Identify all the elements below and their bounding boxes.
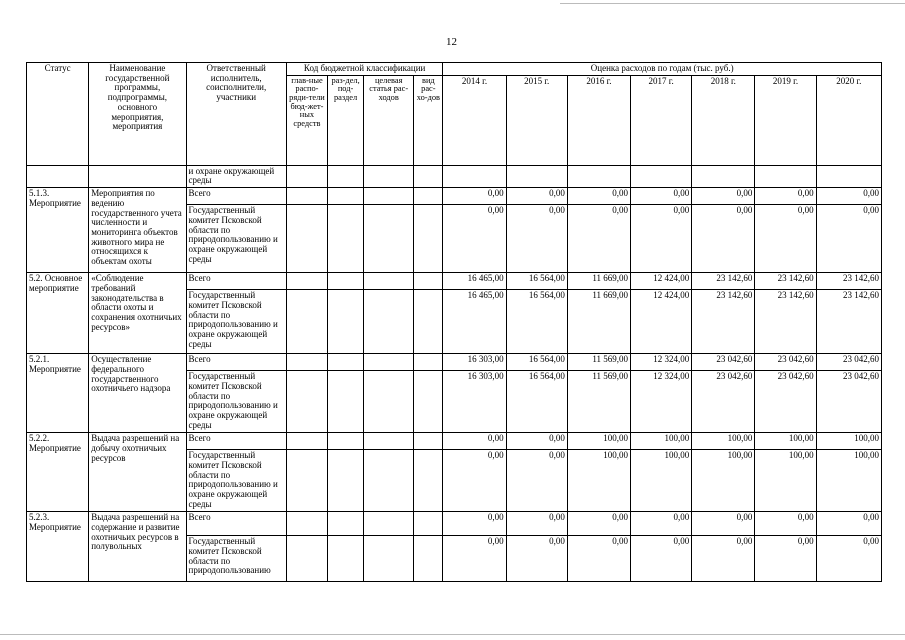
value-cell: 23 042,60 (692, 354, 755, 371)
header-kbk: Код бюджетной классификации (286, 63, 443, 76)
value-cell: 0,00 (443, 433, 506, 450)
kbk-cell (328, 371, 364, 433)
value-cell: 0,00 (443, 450, 506, 512)
kbk-cell (286, 433, 327, 450)
kbk-cell (414, 371, 443, 433)
value-cell: 0,00 (692, 188, 755, 205)
header-kbk-target: целевая статья рас-ходов (364, 75, 414, 165)
value-cell: 100,00 (631, 450, 692, 512)
value-cell: 0,00 (567, 536, 630, 582)
header-year: 2019 г. (755, 75, 816, 165)
value-cell: 11 569,00 (567, 354, 630, 371)
value-cell: 0,00 (816, 205, 881, 273)
kbk-cell (364, 188, 414, 205)
value-cell: 0,00 (567, 188, 630, 205)
value-cell: 100,00 (755, 433, 816, 450)
executor-cell: Государственный комитет Псковской области по природопользованию и охране окружающей среды (186, 371, 286, 433)
value-cell: 0,00 (443, 188, 506, 205)
value-cell: 0,00 (506, 433, 567, 450)
value-cell: 12 324,00 (631, 371, 692, 433)
value-cell: 16 564,00 (506, 354, 567, 371)
value-cell: 100,00 (692, 433, 755, 450)
value-cell: 11 669,00 (567, 290, 630, 354)
kbk-cell (364, 290, 414, 354)
kbk-cell (414, 450, 443, 512)
name-cell: Выдача разрешений на добычу охотничьих ресурсов (89, 433, 186, 512)
kbk-cell (328, 205, 364, 273)
executor-cell: Всего (186, 273, 286, 290)
header-row (27, 63, 882, 76)
value-cell: 0,00 (506, 205, 567, 273)
table-row-total (27, 433, 882, 450)
kbk-cell (364, 354, 414, 371)
kbk-cell (328, 354, 364, 371)
name-cell: Осуществление федерального государственного охотничьего надзора (89, 354, 186, 433)
value-cell: 23 142,60 (816, 290, 881, 354)
value-cell: 23 142,60 (692, 273, 755, 290)
value-cell: 0,00 (631, 188, 692, 205)
kbk-cell (328, 512, 364, 536)
value-cell: 0,00 (755, 205, 816, 273)
value-cell: 16 303,00 (443, 354, 506, 371)
value-cell: 23 042,60 (816, 354, 881, 371)
kbk-cell (364, 371, 414, 433)
header-status: Статус (27, 63, 89, 166)
value-cell: 0,00 (567, 512, 630, 536)
kbk-cell (414, 290, 443, 354)
table-row-total (27, 273, 882, 290)
value-cell: 100,00 (755, 450, 816, 512)
table-row-total (27, 354, 882, 371)
kbk-cell (414, 536, 443, 582)
name-cell: Выдача разрешений на содержание и развитие охотничьих ресурсов в полувольных (89, 512, 186, 582)
value-cell: 16 564,00 (506, 371, 567, 433)
kbk-cell (328, 273, 364, 290)
kbk-cell (414, 273, 443, 290)
value-cell: 0,00 (567, 205, 630, 273)
value-cell: 100,00 (631, 433, 692, 450)
status-cell: 5.2.1. Мероприятие (27, 354, 89, 433)
value-cell: 0,00 (506, 188, 567, 205)
value-cell: 0,00 (631, 536, 692, 582)
value-cell: 16 465,00 (443, 290, 506, 354)
value-cell: 0,00 (506, 450, 567, 512)
value-cell: 100,00 (816, 450, 881, 512)
value-cell: 0,00 (816, 512, 881, 536)
header-year: 2020 г. (816, 75, 881, 165)
kbk-cell (286, 536, 327, 582)
header-kbk-section: раз-дел, под-раздел (328, 75, 364, 165)
value-cell: 23 142,60 (755, 290, 816, 354)
executor-cell: Государственный комитет Псковской области по природопользованию и охране окружающей среды (186, 205, 286, 273)
kbk-cell (286, 354, 327, 371)
header-executor: Ответственный исполнитель, соисполнители, участники (186, 63, 286, 166)
executor-cell: Всего (186, 188, 286, 205)
value-cell: 23 142,60 (692, 290, 755, 354)
value-cell: 0,00 (692, 205, 755, 273)
value-cell: 16 465,00 (443, 273, 506, 290)
kbk-cell (364, 273, 414, 290)
value-cell: 23 142,60 (816, 273, 881, 290)
value-cell: 0,00 (692, 536, 755, 582)
status-cell: 5.2. Основное мероприятие (27, 273, 89, 354)
value-cell: 0,00 (755, 188, 816, 205)
value-cell: 0,00 (631, 205, 692, 273)
executor-cell: Всего (186, 512, 286, 536)
kbk-cell (328, 433, 364, 450)
header-year: 2014 г. (443, 75, 506, 165)
kbk-cell (364, 205, 414, 273)
value-cell: 0,00 (816, 536, 881, 582)
budget-table (26, 62, 882, 582)
kbk-cell (286, 205, 327, 273)
value-cell: 0,00 (443, 205, 506, 273)
value-cell: 23 042,60 (692, 371, 755, 433)
kbk-cell (328, 290, 364, 354)
kbk-cell (286, 371, 327, 433)
executor-cell: Всего (186, 354, 286, 371)
table-row-total (27, 512, 882, 536)
value-cell: 12 324,00 (631, 354, 692, 371)
continuation-text: и охране окружающей среды (186, 165, 286, 187)
executor-cell: Всего (186, 433, 286, 450)
scan-artifact-top (560, 3, 905, 4)
status-cell: 5.1.3. Мероприятие (27, 188, 89, 273)
header-name: Наименование государственной программы, подпрограммы, основного мероприятия, мероприятия (89, 63, 186, 166)
value-cell: 100,00 (567, 450, 630, 512)
value-cell: 100,00 (692, 450, 755, 512)
kbk-cell (414, 354, 443, 371)
scan-artifact-bottom (0, 634, 905, 635)
value-cell: 23 042,60 (755, 354, 816, 371)
value-cell: 12 424,00 (631, 273, 692, 290)
value-cell: 0,00 (443, 536, 506, 582)
header-kbk-type: вид рас-хо-дов (414, 75, 443, 165)
value-cell: 0,00 (506, 536, 567, 582)
kbk-cell (286, 188, 327, 205)
header-year: 2016 г. (567, 75, 630, 165)
value-cell: 0,00 (506, 512, 567, 536)
value-cell: 100,00 (816, 433, 881, 450)
status-cell: 5.2.2. Мероприятие (27, 433, 89, 512)
name-cell: Мероприятия по ведению государственного учета численности и мониторинга объектов животного мира не относящихся к объектам охоты (89, 188, 186, 273)
value-cell: 12 424,00 (631, 290, 692, 354)
header-year: 2018 г. (692, 75, 755, 165)
kbk-cell (286, 512, 327, 536)
value-cell: 0,00 (443, 512, 506, 536)
kbk-cell (286, 273, 327, 290)
header-kbk-main: глав-ные распо-ряди-тели бюд-жет-ных средств (286, 75, 327, 165)
value-cell: 0,00 (816, 188, 881, 205)
kbk-cell (328, 536, 364, 582)
kbk-cell (414, 205, 443, 273)
value-cell: 23 042,60 (816, 371, 881, 433)
value-cell: 11 669,00 (567, 273, 630, 290)
kbk-cell (414, 512, 443, 536)
value-cell: 16 564,00 (506, 273, 567, 290)
name-cell: «Соблюдение требований законодательства в области охоты и сохранения охотничьих ресурсов» (89, 273, 186, 354)
value-cell: 0,00 (755, 512, 816, 536)
kbk-cell (364, 433, 414, 450)
kbk-cell (364, 512, 414, 536)
status-cell: 5.2.3. Мероприятие (27, 512, 89, 582)
executor-cell: Государственный комитет Псковской области по природопользованию и охране окружающей среды (186, 290, 286, 354)
kbk-cell (414, 188, 443, 205)
kbk-cell (364, 450, 414, 512)
continuation-row (27, 165, 882, 187)
kbk-cell (364, 536, 414, 582)
kbk-cell (286, 290, 327, 354)
kbk-cell (286, 450, 327, 512)
kbk-cell (414, 433, 443, 450)
header-year: 2017 г. (631, 75, 692, 165)
executor-cell: Государственный комитет Псковской области по природопользованию и охране окружающей среды (186, 450, 286, 512)
value-cell: 0,00 (755, 536, 816, 582)
value-cell: 0,00 (631, 512, 692, 536)
value-cell: 23 042,60 (755, 371, 816, 433)
kbk-cell (328, 188, 364, 205)
value-cell: 16 303,00 (443, 371, 506, 433)
value-cell: 11 569,00 (567, 371, 630, 433)
value-cell: 23 142,60 (755, 273, 816, 290)
table-body (27, 63, 882, 582)
header-estimate: Оценка расходов по годам (тыс. руб.) (443, 63, 882, 76)
kbk-cell (328, 450, 364, 512)
executor-cell: Государственный комитет Псковской области по природопользованию (186, 536, 286, 582)
value-cell: 0,00 (692, 512, 755, 536)
value-cell: 16 564,00 (506, 290, 567, 354)
page-number: 12 (446, 36, 457, 48)
header-year: 2015 г. (506, 75, 567, 165)
value-cell: 100,00 (567, 433, 630, 450)
table-row-total (27, 188, 882, 205)
